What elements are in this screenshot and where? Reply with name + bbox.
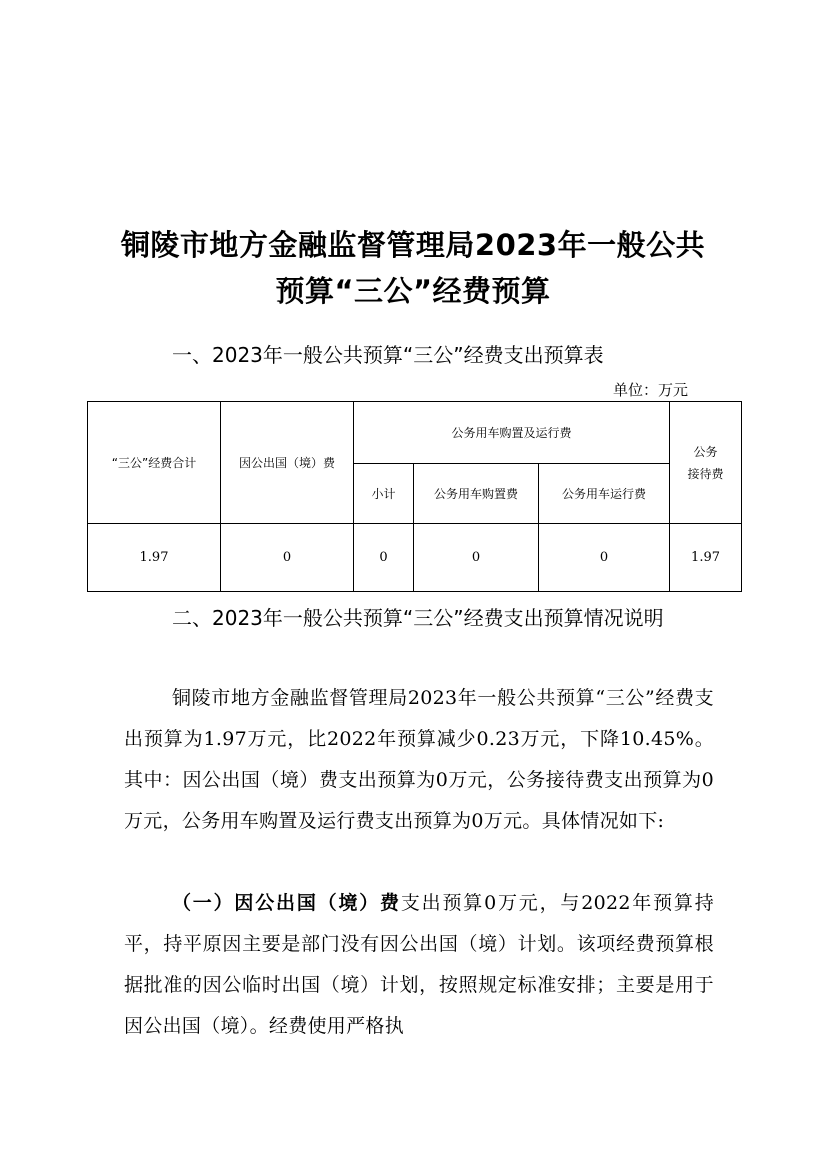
cell-abroad: 0 xyxy=(221,524,354,592)
paragraph-2-lead: （一）因公出国（境）费 xyxy=(172,892,401,914)
unit-label: 单位：万元 xyxy=(613,381,689,399)
header-vehicle-group: 公务用车购置及运行费 xyxy=(354,402,670,464)
header-reception-line-1: 公务 xyxy=(693,444,718,459)
table-row xyxy=(88,524,742,592)
paragraph-2-body: 支出预算0万元，与2022年预算持平，持平原因主要是部门没有因公出国（境）计划。该项经费预算根据批准的因公临时出国（境）计划，按照规定标准安排；主要是用于因公出国（境）。经费使用严格执 xyxy=(124,892,714,1037)
header-vehicle-operation: 公务用车运行费 xyxy=(539,464,670,524)
budget-table xyxy=(87,401,742,592)
section-2-heading: 二、2023年一般公共预算“三公”经费支出预算情况说明 xyxy=(172,606,664,630)
document-title-line-1: 铜陵市地方金融监督管理局2023年一般公共 xyxy=(120,228,706,262)
header-reception-line-2: 接待费 xyxy=(687,466,724,481)
cell-vehicle-operation: 0 xyxy=(539,524,670,592)
cell-reception: 1.97 xyxy=(670,524,742,592)
cell-total: 1.97 xyxy=(88,524,221,592)
explanation-paragraph-1: 铜陵市地方金融监督管理局2023年一般公共预算“三公”经费支出预算为1.97万元，比2022年预算减少0.23万元，下降10.45%。其中：因公出国（境）费支出预算为0万元，公务接待费支出预算为0万元，公务用车购置及运行费支出预算为0万元。具体情况如下: xyxy=(124,687,714,832)
cell-subtotal: 0 xyxy=(354,524,414,592)
section-1-heading: 一、2023年一般公共预算“三公”经费支出预算表 xyxy=(172,343,604,367)
header-subtotal: 小计 xyxy=(354,464,414,524)
header-vehicle-purchase: 公务用车购置费 xyxy=(414,464,539,524)
header-total: “三公”经费合计 xyxy=(88,402,221,524)
header-reception xyxy=(670,402,742,524)
document-title-line-2: 预算“三公”经费预算 xyxy=(275,274,551,308)
cell-vehicle-purchase: 0 xyxy=(414,524,539,592)
explanation-paragraph-2 xyxy=(124,883,714,1047)
header-abroad: 因公出国（境）费 xyxy=(221,402,354,524)
